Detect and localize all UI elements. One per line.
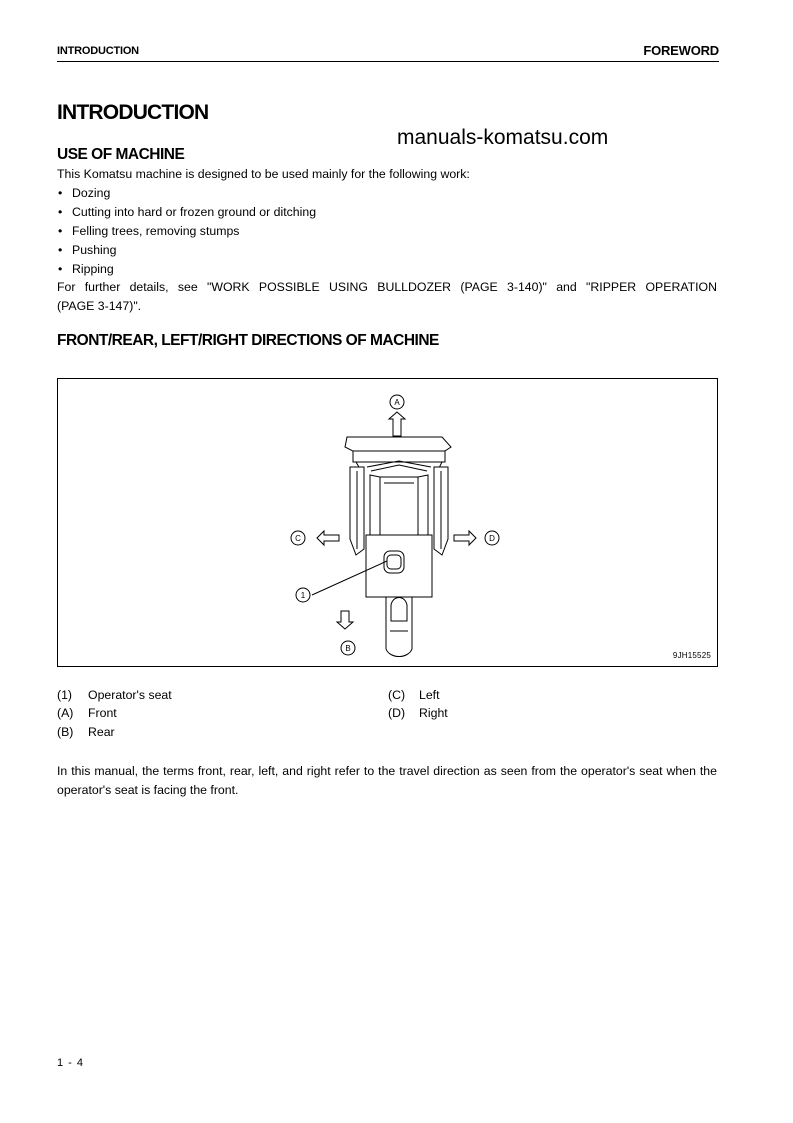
list-item: • Felling trees, removing stumps [57, 222, 316, 241]
legend-item-left [388, 686, 440, 705]
page-number: 1 - 4 [57, 1057, 85, 1069]
legend-item-rear [57, 723, 115, 742]
legend-item-operator-seat [57, 686, 172, 705]
directions-heading: FRONT/REAR, LEFT/RIGHT DIRECTIONS OF MACHINE [57, 332, 439, 349]
directions-note: In this manual, the terms front, rear, left, and right refer to the travel direction as seen from the operator's seat when the operator's seat is facing the front. [57, 764, 717, 797]
callout-left-label: C [295, 534, 301, 543]
list-item: • Ripping [57, 260, 316, 279]
directions-figure [57, 378, 718, 667]
use-intro-text: This Komatsu machine is designed to be used mainly for the following work: [57, 167, 470, 181]
legend-key: (D) [388, 706, 406, 720]
legend-item-right [388, 704, 448, 723]
left-arrow-icon [317, 531, 339, 545]
front-arrow-icon [389, 412, 405, 436]
legend-item-front [57, 704, 117, 723]
details-line: (PAGE 3-147)". [57, 299, 142, 313]
list-item: • Dozing [57, 184, 316, 203]
legend-label: Rear [88, 725, 115, 739]
legend-label: Right [419, 706, 448, 720]
machine-top-view-diagram [58, 379, 719, 668]
right-arrow-icon [454, 531, 476, 545]
figure-code: 9JH15525 [672, 651, 711, 660]
legend-key: (C) [388, 688, 406, 702]
legend-key: (A) [57, 706, 74, 720]
legend-key: (B) [57, 725, 74, 739]
list-item: • Pushing [57, 241, 316, 260]
legend-label: Front [88, 706, 117, 720]
details-line: For further details, see "WORK POSSIBLE USING BULLDOZER (PAGE 3-140)" and "RIPPER OPERATION [57, 280, 717, 294]
page-header [57, 43, 719, 62]
callout-front-label: A [394, 398, 400, 407]
callout-rear-label: B [345, 644, 351, 653]
list-item: • Cutting into hard or frozen ground or ditching [57, 203, 316, 222]
legend-label: Left [419, 688, 440, 702]
header-chapter-label: FOREWORD [643, 43, 719, 58]
use-of-machine-heading: USE OF MACHINE [57, 146, 185, 163]
work-list [57, 184, 316, 279]
header-section-label: INTRODUCTION [57, 45, 139, 57]
rear-arrow-icon [337, 611, 353, 629]
callout-seat-label: 1 [300, 591, 306, 600]
watermark: manuals-komatsu.com [397, 126, 609, 149]
legend-label: Operator's seat [88, 688, 172, 702]
callout-right-label: D [489, 534, 495, 543]
details-text [57, 278, 717, 316]
page-title: INTRODUCTION [57, 101, 209, 124]
legend-key: (1) [57, 688, 73, 702]
